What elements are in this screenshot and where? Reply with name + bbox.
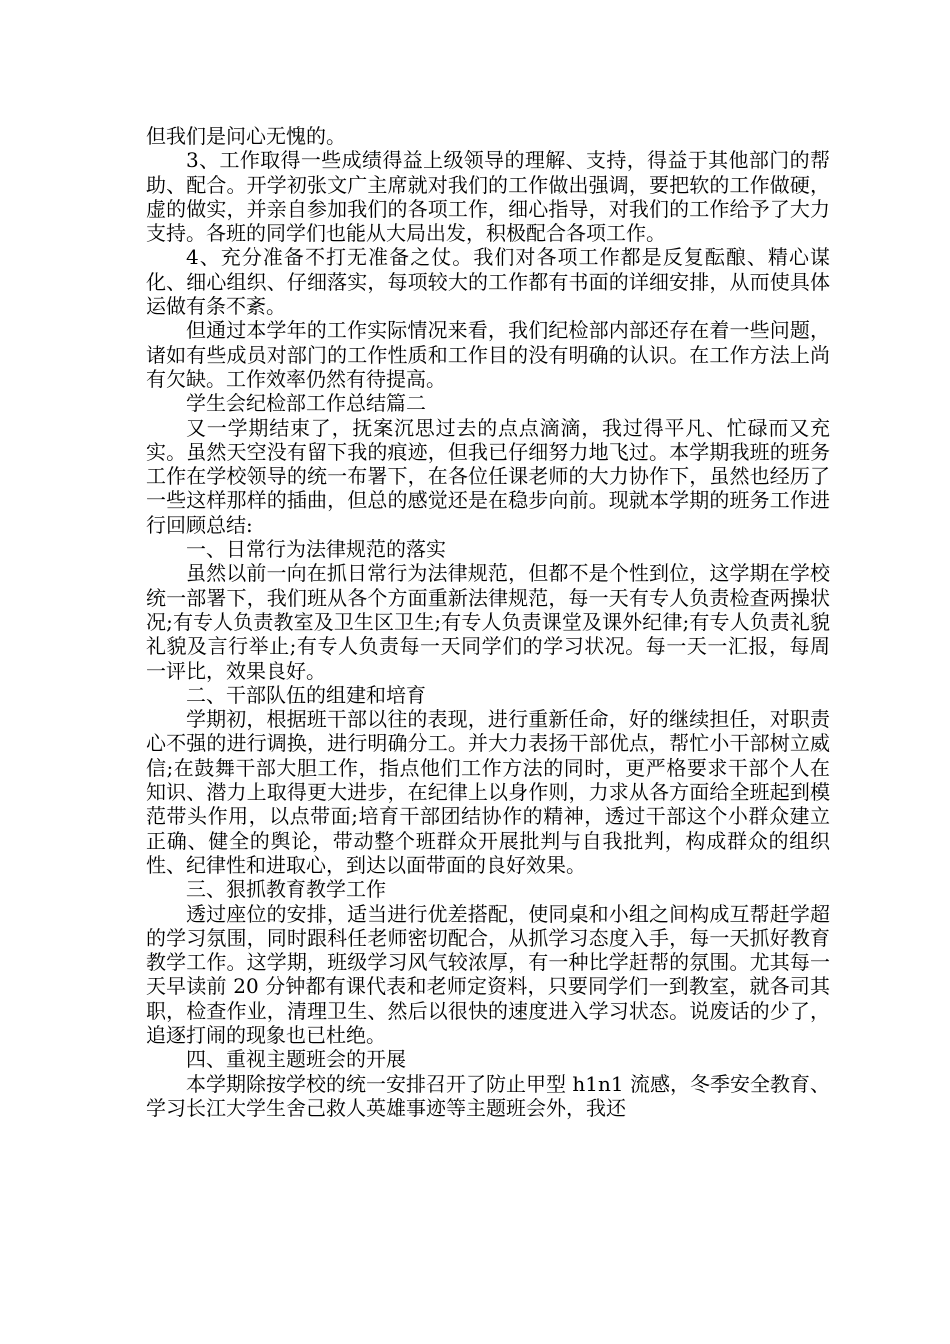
section-heading-3: 三、狠抓教育教学工作 bbox=[186, 877, 386, 902]
section-heading-1: 一、日常行为法律规范的落实 bbox=[186, 537, 446, 562]
paragraph-3: 4、充分准备不打无准备之仗。我们对各项工作都是反复酝酿、精心谋化、细心组织、仔细落实，每项较大的工作都有书面的详细安排，从而使具体运做有条不紊。 bbox=[146, 245, 830, 319]
paragraph-7: 学期初，根据班干部以往的表现，进行重新任命，好的继续担任，对职责心不强的进行调换，进行明确分工。并大力表扬干部优点，帮忙小干部树立威信;在鼓舞干部大胆工作，指点他们工作方法的同时，更严格要求干部个人在知识、潜力上取得更大进步，在纪律上以身作则，力求从各方面给全班起到模范带头作用，以点带面;培育干部团结协作的精神，透过干部这个小群众建立正确、健全的舆论，带动整个班群众开展批判与自我批判，构成群众的组织性、纪律性和进取心，到达以面带面的良好效果。 bbox=[146, 707, 830, 877]
paragraph-2: 3、工作取得一些成绩得益上级领导的理解、支持，得益于其他部门的帮助、配合。开学初张文广主席就对我们的工作做出强调，要把软的工作做硬，虚的做实，并亲自参加我们的各项工作，细心指导，对我们的工作给予了大力支持。各班的同学们也能从大局出发，积极配合各项工作。 bbox=[146, 148, 830, 246]
section-heading-part-two: 学生会纪检部工作总结篇二 bbox=[186, 391, 426, 416]
section-heading-4: 四、重视主题班会的开展 bbox=[186, 1047, 406, 1072]
paragraph-6: 虽然以前一向在抓日常行为法律规范，但都不是个性到位，这学期在学校统一部署下，我们班从各个方面重新法律规范，每一天有专人负责检查两操状况;有专人负责教室及卫生区卫生;有专人负责课堂及课外纪律;有专人负责礼貌礼貌及言行举止;有专人负责每一天同学们的学习状况。每一天一汇报，每周一评比，效果良好。 bbox=[146, 561, 830, 683]
section-heading-2: 二、干部队伍的组建和培育 bbox=[186, 682, 426, 707]
paragraph-4: 但通过本学年的工作实际情况来看，我们纪检部内部还存在着一些问题，诸如有些成员对部门的工作性质和工作目的没有明确的认识。在工作方法上尚有欠缺。工作效率仍然有待提高。 bbox=[146, 318, 830, 391]
paragraph-1: 但我们是问心无愧的。 bbox=[146, 124, 346, 148]
paragraph-5: 又一学期结束了，抚案沉思过去的点点滴滴，我过得平凡、忙碌而又充实。虽然天空没有留下我的痕迹，但我已仔细努力地飞过。本学期我班的班务工作在学校领导的统一布署下，在各位任课老师的大力协作下，虽然也经历了一些这样那样的插曲，但总的感觉还是在稳步向前。现就本学期的班务工作进行回顾总结: bbox=[146, 415, 830, 537]
paragraph-9: 本学期除按学校的统一安排召开了防止甲型 h1n1 流感，冬季安全教育、学习长江大学生舍己救人英雄事迹等主题班会外，我还 bbox=[146, 1071, 830, 1120]
paragraph-8: 透过座位的安排，适当进行优差搭配，使同桌和小组之间构成互帮赶学超的学习氛围，同时跟科任老师密切配合，从抓学习态度入手，每一天抓好教育教学工作。这学期，班级学习风气较浓厚，有一种比学赶帮的氛围。尤其每一天早读前 20 分钟都有课代表和老师定资料，只要同学们一到教室，就各司其职，检查作业，清理卫生、然后以很快的速度进入学习状态。说废话的少了，追逐打闹的现象也已杜绝。 bbox=[146, 901, 830, 1047]
document-page bbox=[146, 124, 830, 1120]
